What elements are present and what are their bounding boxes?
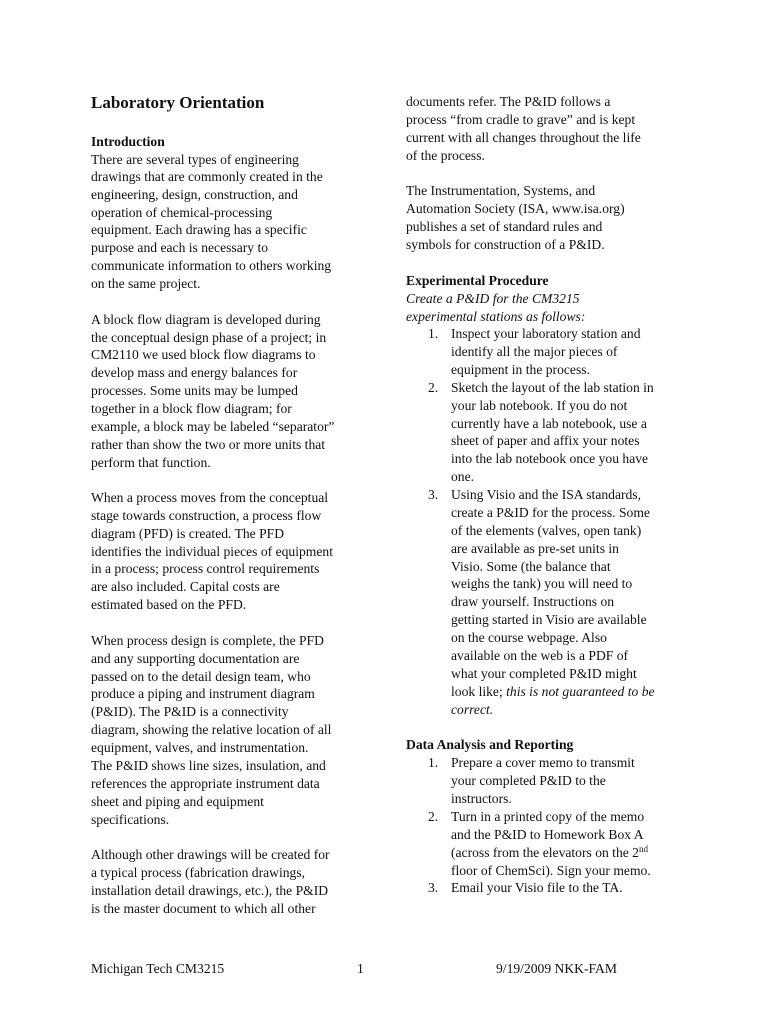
list-item-italic: this is not guaranteed to be [506, 684, 655, 699]
list-item: Visio. Some (the balance that [451, 559, 611, 574]
list-item: getting started in Visio are available [451, 612, 647, 627]
list-item: Inspect your laboratory station and [451, 326, 641, 341]
text-line: in a process; process control requirements [91, 561, 320, 576]
text-line: documents refer. The P&ID follows a [406, 94, 611, 109]
list-item-text: (across from the elevators on the 2 [451, 845, 639, 860]
text-line: Create a P&ID for the CM3215 [406, 291, 580, 306]
text-line: communicate information to others working [91, 258, 332, 273]
list-item: create a P&ID for the process. Some [451, 505, 650, 520]
list-item: on the course webpage. Also [451, 630, 607, 645]
text-line: There are several types of engineering [91, 152, 299, 167]
text-line: of the process. [406, 148, 485, 163]
text-line: engineering, design, construction, and [91, 187, 298, 202]
list-item: currently have a lab notebook, use a [451, 416, 647, 431]
text-line: and any supporting documentation are [91, 651, 300, 666]
list-item: weighs the tank) you will need to [451, 576, 633, 591]
text-line: When a process moves from the conceptual [91, 490, 329, 505]
superscript: nd [638, 844, 648, 854]
list-item: instructors. [451, 791, 512, 806]
footer-left: Michigan Tech CM3215 [91, 961, 225, 976]
text-line: When process design is complete, the PFD [91, 633, 324, 648]
text-line: current with all changes throughout the life [406, 130, 641, 145]
list-item-italic: correct. [451, 702, 494, 717]
list-number: 1. [428, 755, 439, 770]
text-line: a typical process (fabrication drawings, [91, 865, 306, 880]
list-item: identify all the major pieces of [451, 344, 618, 359]
text-line: specifications. [91, 812, 170, 827]
list-item-text: look like; [451, 684, 507, 699]
list-item: one. [451, 469, 475, 484]
text-line: symbols for construction of a P&ID. [406, 237, 605, 252]
text-line: process “from cradle to grave” and is kept [406, 112, 636, 127]
list-item: into the lab notebook once you have [451, 451, 649, 466]
text-line: operation of chemical-processing [91, 205, 273, 220]
text-line: sheet and piping and equipment [91, 794, 264, 809]
text-line: A block flow diagram is developed during [91, 312, 321, 327]
text-line: example, a block may be labeled “separator” [91, 419, 335, 434]
list-number: 2. [428, 380, 439, 395]
text-line: references the appropriate instrument data [91, 776, 320, 791]
list-item: Turn in a printed copy of the memo [451, 809, 645, 824]
page-title: Laboratory Orientation [91, 93, 265, 112]
list-item: Using Visio and the ISA standards, [451, 487, 641, 502]
list-item: floor of ChemSci). Sign your memo. [451, 863, 651, 878]
text-line: are also included. Capital costs are [91, 579, 280, 594]
list-number: 2. [428, 809, 439, 824]
list-item: available on the web is a PDF of [451, 648, 629, 663]
text-line: is the master document to which all other [91, 901, 316, 916]
text-line: produce a piping and instrument diagram [91, 686, 315, 701]
text-line: identifies the individual pieces of equipment [91, 544, 333, 559]
introduction-heading: Introduction [91, 134, 165, 149]
list-item: what your completed P&ID might [451, 666, 637, 681]
text-line: perform that function. [91, 455, 211, 470]
text-line: purpose and each is necessary to [91, 240, 269, 255]
text-line: equipment. Each drawing has a specific [91, 222, 307, 237]
text-line: (P&ID). The P&ID is a connectivity [91, 704, 289, 719]
text-line: equipment, valves, and instrumentation. [91, 740, 309, 755]
list-item: are available as pre-set units in [451, 541, 619, 556]
list-number: 3. [428, 487, 439, 502]
list-number: 1. [428, 326, 439, 341]
text-line: diagram, showing the relative location of all [91, 722, 332, 737]
page-number: 1 [357, 961, 364, 976]
text-line: processes. Some units may be lumped [91, 383, 298, 398]
text-line: The Instrumentation, Systems, and [406, 183, 596, 198]
text-line: stage towards construction, a process flow [91, 508, 322, 523]
list-item: equipment in the process. [451, 362, 590, 377]
text-line: publishes a set of standard rules and [406, 219, 603, 234]
list-item [451, 844, 648, 861]
list-item: your lab notebook. If you do not [451, 398, 628, 413]
footer-right: 9/19/2009 NKK-FAM [496, 961, 617, 976]
text-line: Although other drawings will be created for [91, 847, 330, 862]
text-line: the conceptual design phase of a project; in [91, 330, 327, 345]
text-line: estimated based on the PFD. [91, 597, 247, 612]
list-item [451, 683, 655, 700]
text-line: experimental stations as follows: [406, 309, 586, 324]
text-line: on the same project. [91, 276, 201, 291]
text-line: drawings that are commonly created in the [91, 169, 323, 184]
list-item: Prepare a cover memo to transmit [451, 755, 635, 770]
text-line: CM2110 we used block flow diagrams to [91, 347, 316, 362]
text-line: Automation Society (ISA, www.isa.org) [406, 201, 625, 216]
text-line: passed on to the detail design team, who [91, 669, 311, 684]
list-item: Sketch the layout of the lab station in [451, 380, 654, 395]
list-item: your completed P&ID to the [451, 773, 606, 788]
list-item: sheet of paper and affix your notes [451, 433, 640, 448]
text-line: installation detail drawings, etc.), the P&ID [91, 883, 329, 898]
list-item: Email your Visio file to the TA. [451, 880, 623, 895]
list-number: 3. [428, 880, 439, 895]
text-line: together in a block flow diagram; for [91, 401, 292, 416]
experimental-heading: Experimental Procedure [406, 273, 549, 288]
list-item: of the elements (valves, open tank) [451, 523, 642, 538]
text-line: The P&ID shows line sizes, insulation, and [91, 758, 326, 773]
list-item: draw yourself. Instructions on [451, 594, 615, 609]
data-analysis-heading: Data Analysis and Reporting [406, 737, 574, 752]
text-line: rather than show the two or more units that [91, 437, 326, 452]
text-line: diagram (PFD) is created. The PFD [91, 526, 285, 541]
text-line: develop mass and energy balances for [91, 365, 298, 380]
list-item: and the P&ID to Homework Box A [451, 827, 644, 842]
